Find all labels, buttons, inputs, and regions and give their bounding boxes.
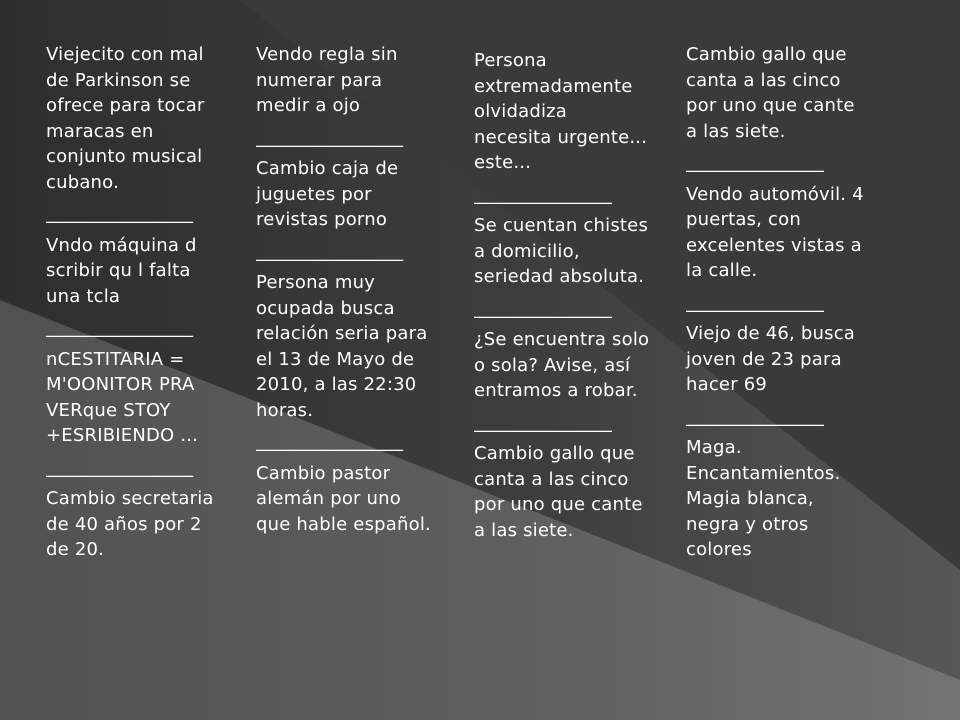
ads-column-3 [474, 48, 650, 549]
ads-column-2 [256, 42, 438, 543]
ad-text: Vendo regla sin numerar para medir a ojo [256, 44, 398, 116]
ad-separator: ________________ [46, 317, 194, 338]
ad-text: Viejo de 46, busca joven de 23 para hacer 69 [686, 323, 856, 395]
ad-text: Cambio caja de juguetes por revistas porno [256, 158, 399, 230]
ad-text: Vendo automóvil. 4 puertas, con excelentes vistas a la calle. [686, 183, 864, 281]
ad-separator: _______________ [686, 405, 824, 427]
ad-text: Se cuentan chistes a domicilio, seriedad absoluta. [474, 215, 649, 287]
ad-separator: _______________ [474, 183, 612, 205]
ad-separator: ________________ [46, 456, 194, 478]
ad-separator: ________________ [256, 126, 404, 148]
ad-text: Viejecito con mal de Parkinson se ofrece para tocar maracas en conjunto musical cubano. [46, 44, 205, 193]
ad-text: ¿Se encuentra solo o sola? Avise, así entramos a robar. [474, 329, 650, 401]
ad-text: Cambio secretaria de 40 años por 2 de 20. [46, 488, 214, 560]
ad-text: Vndo máquina d scribir qu l falta una tcla [46, 234, 197, 307]
ad-separator: _______________ [474, 297, 612, 319]
ad-separator: _______________ [686, 152, 824, 173]
ad-separator: ________________ [46, 203, 194, 224]
ad-separator: _______________ [474, 411, 612, 433]
ads-column-4 [686, 42, 866, 569]
ads-column-1 [46, 42, 228, 569]
ad-text: Maga. Encantamientos. Magia blanca, negra y otros colores [686, 437, 841, 560]
ad-text: Persona muy ocupada busca relación seria para el 13 de Mayo de 2010, a las 22:30 horas. [256, 272, 428, 421]
ad-text: Cambio pastor alemán por uno que hable español. [256, 462, 431, 535]
ad-text: Persona extremadamente olvidadiza necesita urgente... este... [474, 50, 648, 173]
ad-text: Cambio gallo que canta a las cinco por uno que cante a las siete. [474, 443, 643, 541]
ad-separator: ________________ [256, 431, 404, 452]
ad-separator: ________________ [256, 240, 404, 262]
ad-text: nCESTITARIA = M'OONITOR PRA VERque STOY +ESRIBIENDO ... [46, 348, 199, 446]
ad-text: Cambio gallo que canta a las cinco por uno que cante a las siete. [686, 44, 855, 142]
ad-separator: _______________ [686, 291, 824, 313]
